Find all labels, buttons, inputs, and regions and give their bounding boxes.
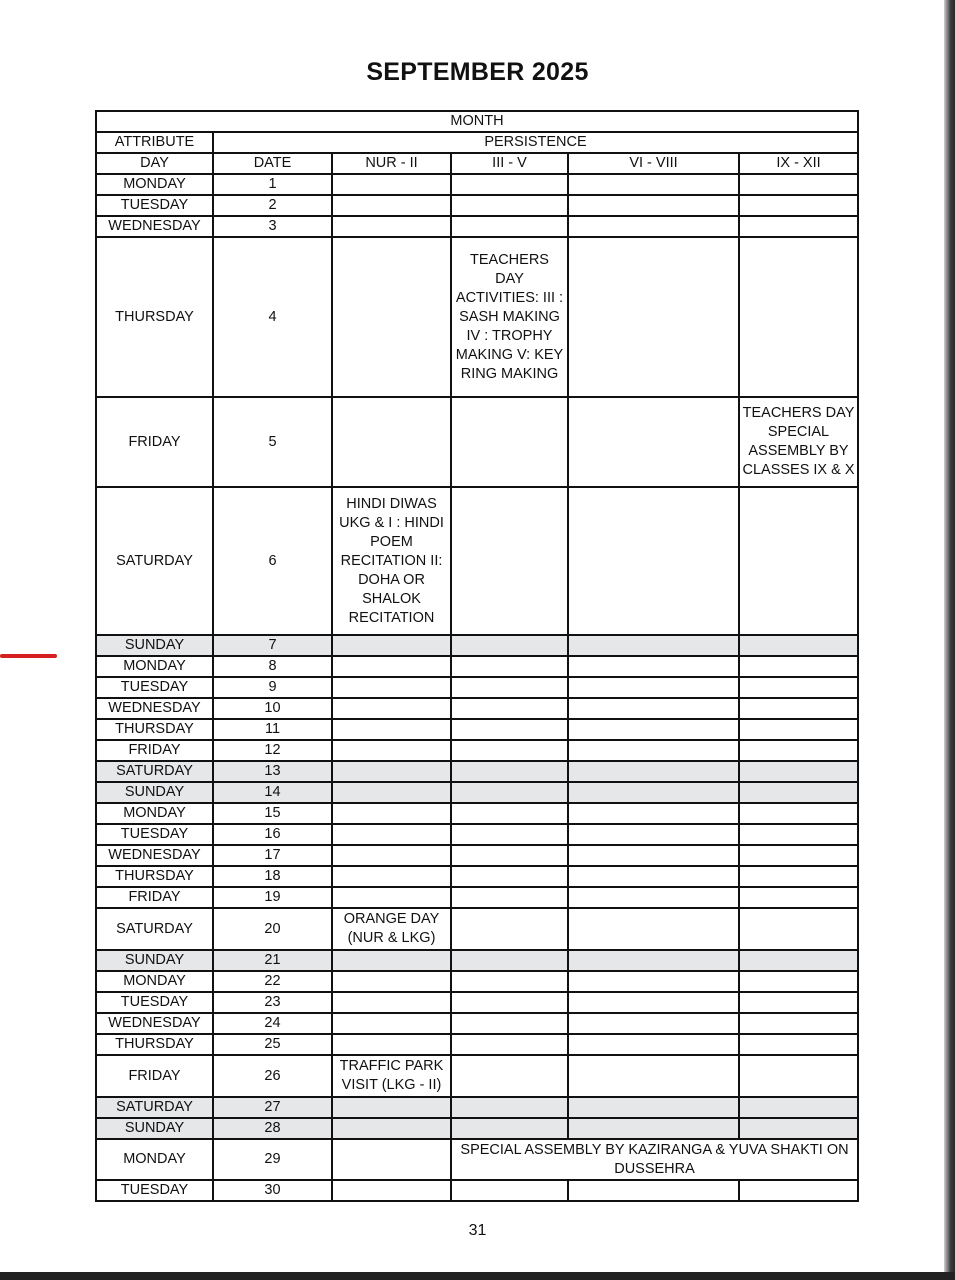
vi-viii-cell (568, 1013, 739, 1034)
iii-v-cell (451, 908, 568, 950)
iii-v-cell (451, 761, 568, 782)
ix-xii-cell (739, 487, 858, 635)
nur-ii-cell (332, 195, 451, 216)
date-cell: 22 (213, 971, 332, 992)
event-cell: TRAFFIC PARK VISIT (LKG - II) (332, 1055, 451, 1097)
nur-ii-cell (332, 845, 451, 866)
vi-viii-cell (568, 1055, 739, 1097)
nur-ii-cell (332, 1180, 451, 1201)
iii-v-cell (451, 1118, 568, 1139)
iii-v-cell (451, 487, 568, 635)
vi-viii-cell (568, 216, 739, 237)
day-cell: FRIDAY (96, 740, 213, 761)
day-cell: TUESDAY (96, 195, 213, 216)
iii-v-cell (451, 677, 568, 698)
iii-v-cell (451, 803, 568, 824)
nur-ii-cell (332, 677, 451, 698)
attribute-row (96, 132, 858, 153)
nur-ii-cell (332, 174, 451, 195)
date-cell: 6 (213, 487, 332, 635)
date-cell: 29 (213, 1139, 332, 1180)
vi-viii-cell (568, 677, 739, 698)
page-title: SEPTEMBER 2025 (366, 58, 589, 86)
vi-viii-cell (568, 635, 739, 656)
event-cell: SPECIAL ASSEMBLY BY KAZIRANGA & YUVA SHAKTI ON DUSSEHRA (451, 1139, 858, 1180)
date-cell: 5 (213, 397, 332, 487)
nur-ii-cell (332, 950, 451, 971)
date-cell: 21 (213, 950, 332, 971)
day-cell: TUESDAY (96, 824, 213, 845)
nur-ii-cell (332, 1013, 451, 1034)
table-row (96, 1055, 858, 1097)
day-cell: SUNDAY (96, 782, 213, 803)
table-row (96, 887, 858, 908)
col-header-ix-xii: IX - XII (739, 153, 858, 174)
ix-xii-cell (739, 824, 858, 845)
vi-viii-cell (568, 1118, 739, 1139)
month-row (96, 111, 858, 132)
nur-ii-cell (332, 803, 451, 824)
month-label: MONTH (96, 111, 858, 132)
vi-viii-cell (568, 845, 739, 866)
col-header-day: DAY (96, 153, 213, 174)
nur-ii-cell (332, 698, 451, 719)
day-cell: SATURDAY (96, 487, 213, 635)
vi-viii-cell (568, 740, 739, 761)
iii-v-cell (451, 971, 568, 992)
nur-ii-cell (332, 397, 451, 487)
vi-viii-cell (568, 719, 739, 740)
event-cell: HINDI DIWAS UKG & I : HINDI POEM RECITATION II: DOHA OR SHALOK RECITATION (332, 487, 451, 635)
vi-viii-cell (568, 761, 739, 782)
date-cell: 26 (213, 1055, 332, 1097)
day-cell: SATURDAY (96, 908, 213, 950)
day-cell: TUESDAY (96, 1180, 213, 1201)
vi-viii-cell (568, 887, 739, 908)
day-cell: WEDNESDAY (96, 698, 213, 719)
page-number: 31 (468, 1222, 487, 1239)
iii-v-cell (451, 866, 568, 887)
table-row (96, 397, 858, 487)
vi-viii-cell (568, 195, 739, 216)
day-cell: FRIDAY (96, 397, 213, 487)
date-cell: 2 (213, 195, 332, 216)
table-row (96, 1139, 858, 1180)
day-cell: WEDNESDAY (96, 216, 213, 237)
day-cell: TUESDAY (96, 677, 213, 698)
date-cell: 23 (213, 992, 332, 1013)
day-cell: THURSDAY (96, 1034, 213, 1055)
ix-xii-cell (739, 635, 858, 656)
date-cell: 20 (213, 908, 332, 950)
ix-xii-cell (739, 971, 858, 992)
date-cell: 9 (213, 677, 332, 698)
attribute-value: PERSISTENCE (213, 132, 858, 153)
date-cell: 1 (213, 174, 332, 195)
vi-viii-cell (568, 971, 739, 992)
date-cell: 13 (213, 761, 332, 782)
ix-xii-cell (739, 740, 858, 761)
date-cell: 18 (213, 866, 332, 887)
date-cell: 7 (213, 635, 332, 656)
date-cell: 11 (213, 719, 332, 740)
date-cell: 4 (213, 237, 332, 397)
iii-v-cell (451, 216, 568, 237)
table-row (96, 1097, 858, 1118)
vi-viii-cell (568, 992, 739, 1013)
table-row (96, 845, 858, 866)
event-cell: TEACHERS DAY ACTIVITIES: III : SASH MAKING IV : TROPHY MAKING V: KEY RING MAKING (451, 237, 568, 397)
iii-v-cell (451, 740, 568, 761)
iii-v-cell (451, 992, 568, 1013)
ix-xii-cell (739, 216, 858, 237)
iii-v-cell (451, 1034, 568, 1055)
day-cell: FRIDAY (96, 1055, 213, 1097)
day-cell: SUNDAY (96, 1118, 213, 1139)
day-cell: WEDNESDAY (96, 1013, 213, 1034)
ix-xii-cell (739, 950, 858, 971)
vi-viii-cell (568, 698, 739, 719)
vi-viii-cell (568, 1180, 739, 1201)
nur-ii-cell (332, 866, 451, 887)
day-cell: THURSDAY (96, 866, 213, 887)
ix-xii-cell (739, 698, 858, 719)
table-row (96, 719, 858, 740)
table-row (96, 1118, 858, 1139)
nur-ii-cell (332, 1034, 451, 1055)
bottom-edge-bar (0, 1272, 955, 1280)
date-cell: 12 (213, 740, 332, 761)
ix-xii-cell (739, 719, 858, 740)
date-cell: 19 (213, 887, 332, 908)
table-row (96, 656, 858, 677)
ix-xii-cell (739, 803, 858, 824)
page-edge-shadow (944, 0, 955, 1280)
attribute-label: ATTRIBUTE (96, 132, 213, 153)
vi-viii-cell (568, 950, 739, 971)
iii-v-cell (451, 1013, 568, 1034)
ix-xii-cell (739, 174, 858, 195)
iii-v-cell (451, 174, 568, 195)
table-row (96, 487, 858, 635)
iii-v-cell (451, 656, 568, 677)
ix-xii-cell (739, 195, 858, 216)
col-header-date: DATE (213, 153, 332, 174)
day-cell: MONDAY (96, 1139, 213, 1180)
calendar-body (96, 174, 858, 1201)
vi-viii-cell (568, 397, 739, 487)
ix-xii-cell (739, 1180, 858, 1201)
date-cell: 3 (213, 216, 332, 237)
table-row (96, 908, 858, 950)
day-cell: SUNDAY (96, 635, 213, 656)
ix-xii-cell (739, 237, 858, 397)
iii-v-cell (451, 824, 568, 845)
ix-xii-cell (739, 1097, 858, 1118)
iii-v-cell (451, 719, 568, 740)
date-cell: 27 (213, 1097, 332, 1118)
event-cell: ORANGE DAY (NUR & LKG) (332, 908, 451, 950)
table-row (96, 216, 858, 237)
ix-xii-cell (739, 1055, 858, 1097)
date-cell: 17 (213, 845, 332, 866)
nur-ii-cell (332, 761, 451, 782)
table-row (96, 237, 858, 397)
date-cell: 10 (213, 698, 332, 719)
date-cell: 15 (213, 803, 332, 824)
table-row (96, 174, 858, 195)
nur-ii-cell (332, 237, 451, 397)
table-row (96, 866, 858, 887)
day-cell: TUESDAY (96, 992, 213, 1013)
day-cell: FRIDAY (96, 887, 213, 908)
day-cell: SATURDAY (96, 761, 213, 782)
vi-viii-cell (568, 174, 739, 195)
table-row (96, 677, 858, 698)
ix-xii-cell (739, 908, 858, 950)
iii-v-cell (451, 1180, 568, 1201)
col-header-vi-viii: VI - VIII (568, 153, 739, 174)
table-row (96, 740, 858, 761)
ix-xii-cell (739, 1034, 858, 1055)
iii-v-cell (451, 887, 568, 908)
table-row (96, 803, 858, 824)
col-header-nur-ii: NUR - II (332, 153, 451, 174)
table-row (96, 950, 858, 971)
iii-v-cell (451, 1055, 568, 1097)
column-header-row (96, 153, 858, 174)
iii-v-cell (451, 782, 568, 803)
ix-xii-cell (739, 782, 858, 803)
day-cell: THURSDAY (96, 237, 213, 397)
date-cell: 14 (213, 782, 332, 803)
day-cell: MONDAY (96, 174, 213, 195)
nur-ii-cell (332, 887, 451, 908)
ix-xii-cell (739, 761, 858, 782)
date-cell: 30 (213, 1180, 332, 1201)
nur-ii-cell (332, 971, 451, 992)
table-row (96, 1180, 858, 1201)
nur-ii-cell (332, 782, 451, 803)
date-cell: 8 (213, 656, 332, 677)
table-row (96, 635, 858, 656)
col-header-iii-v: III - V (451, 153, 568, 174)
nur-ii-cell (332, 656, 451, 677)
vi-viii-cell (568, 237, 739, 397)
nur-ii-cell (332, 1118, 451, 1139)
iii-v-cell (451, 845, 568, 866)
day-cell: THURSDAY (96, 719, 213, 740)
ix-xii-cell (739, 845, 858, 866)
date-cell: 28 (213, 1118, 332, 1139)
table-row (96, 992, 858, 1013)
nur-ii-cell (332, 1139, 451, 1180)
vi-viii-cell (568, 824, 739, 845)
iii-v-cell (451, 950, 568, 971)
vi-viii-cell (568, 656, 739, 677)
table-row (96, 782, 858, 803)
ix-xii-cell (739, 866, 858, 887)
ix-xii-cell (739, 887, 858, 908)
day-cell: MONDAY (96, 803, 213, 824)
vi-viii-cell (568, 908, 739, 950)
table-row (96, 1013, 858, 1034)
day-cell: MONDAY (96, 656, 213, 677)
vi-viii-cell (568, 866, 739, 887)
ix-xii-cell (739, 992, 858, 1013)
day-cell: SATURDAY (96, 1097, 213, 1118)
nur-ii-cell (332, 719, 451, 740)
table-row (96, 971, 858, 992)
vi-viii-cell (568, 1034, 739, 1055)
day-cell: SUNDAY (96, 950, 213, 971)
vi-viii-cell (568, 487, 739, 635)
nur-ii-cell (332, 216, 451, 237)
table-row (96, 698, 858, 719)
red-pen-mark (0, 654, 57, 658)
iii-v-cell (451, 397, 568, 487)
iii-v-cell (451, 1097, 568, 1118)
iii-v-cell (451, 195, 568, 216)
ix-xii-cell (739, 1118, 858, 1139)
iii-v-cell (451, 635, 568, 656)
table-row (96, 195, 858, 216)
date-cell: 24 (213, 1013, 332, 1034)
ix-xii-cell (739, 677, 858, 698)
day-cell: MONDAY (96, 971, 213, 992)
nur-ii-cell (332, 740, 451, 761)
ix-xii-cell (739, 656, 858, 677)
vi-viii-cell (568, 1097, 739, 1118)
table-row (96, 824, 858, 845)
date-cell: 25 (213, 1034, 332, 1055)
nur-ii-cell (332, 1097, 451, 1118)
ix-xii-cell (739, 1013, 858, 1034)
event-cell: TEACHERS DAY SPECIAL ASSEMBLY BY CLASSES IX & X (739, 397, 858, 487)
vi-viii-cell (568, 803, 739, 824)
day-cell: WEDNESDAY (96, 845, 213, 866)
table-row (96, 761, 858, 782)
vi-viii-cell (568, 782, 739, 803)
nur-ii-cell (332, 992, 451, 1013)
calendar-table (95, 110, 859, 1202)
date-cell: 16 (213, 824, 332, 845)
iii-v-cell (451, 698, 568, 719)
nur-ii-cell (332, 635, 451, 656)
nur-ii-cell (332, 824, 451, 845)
table-row (96, 1034, 858, 1055)
